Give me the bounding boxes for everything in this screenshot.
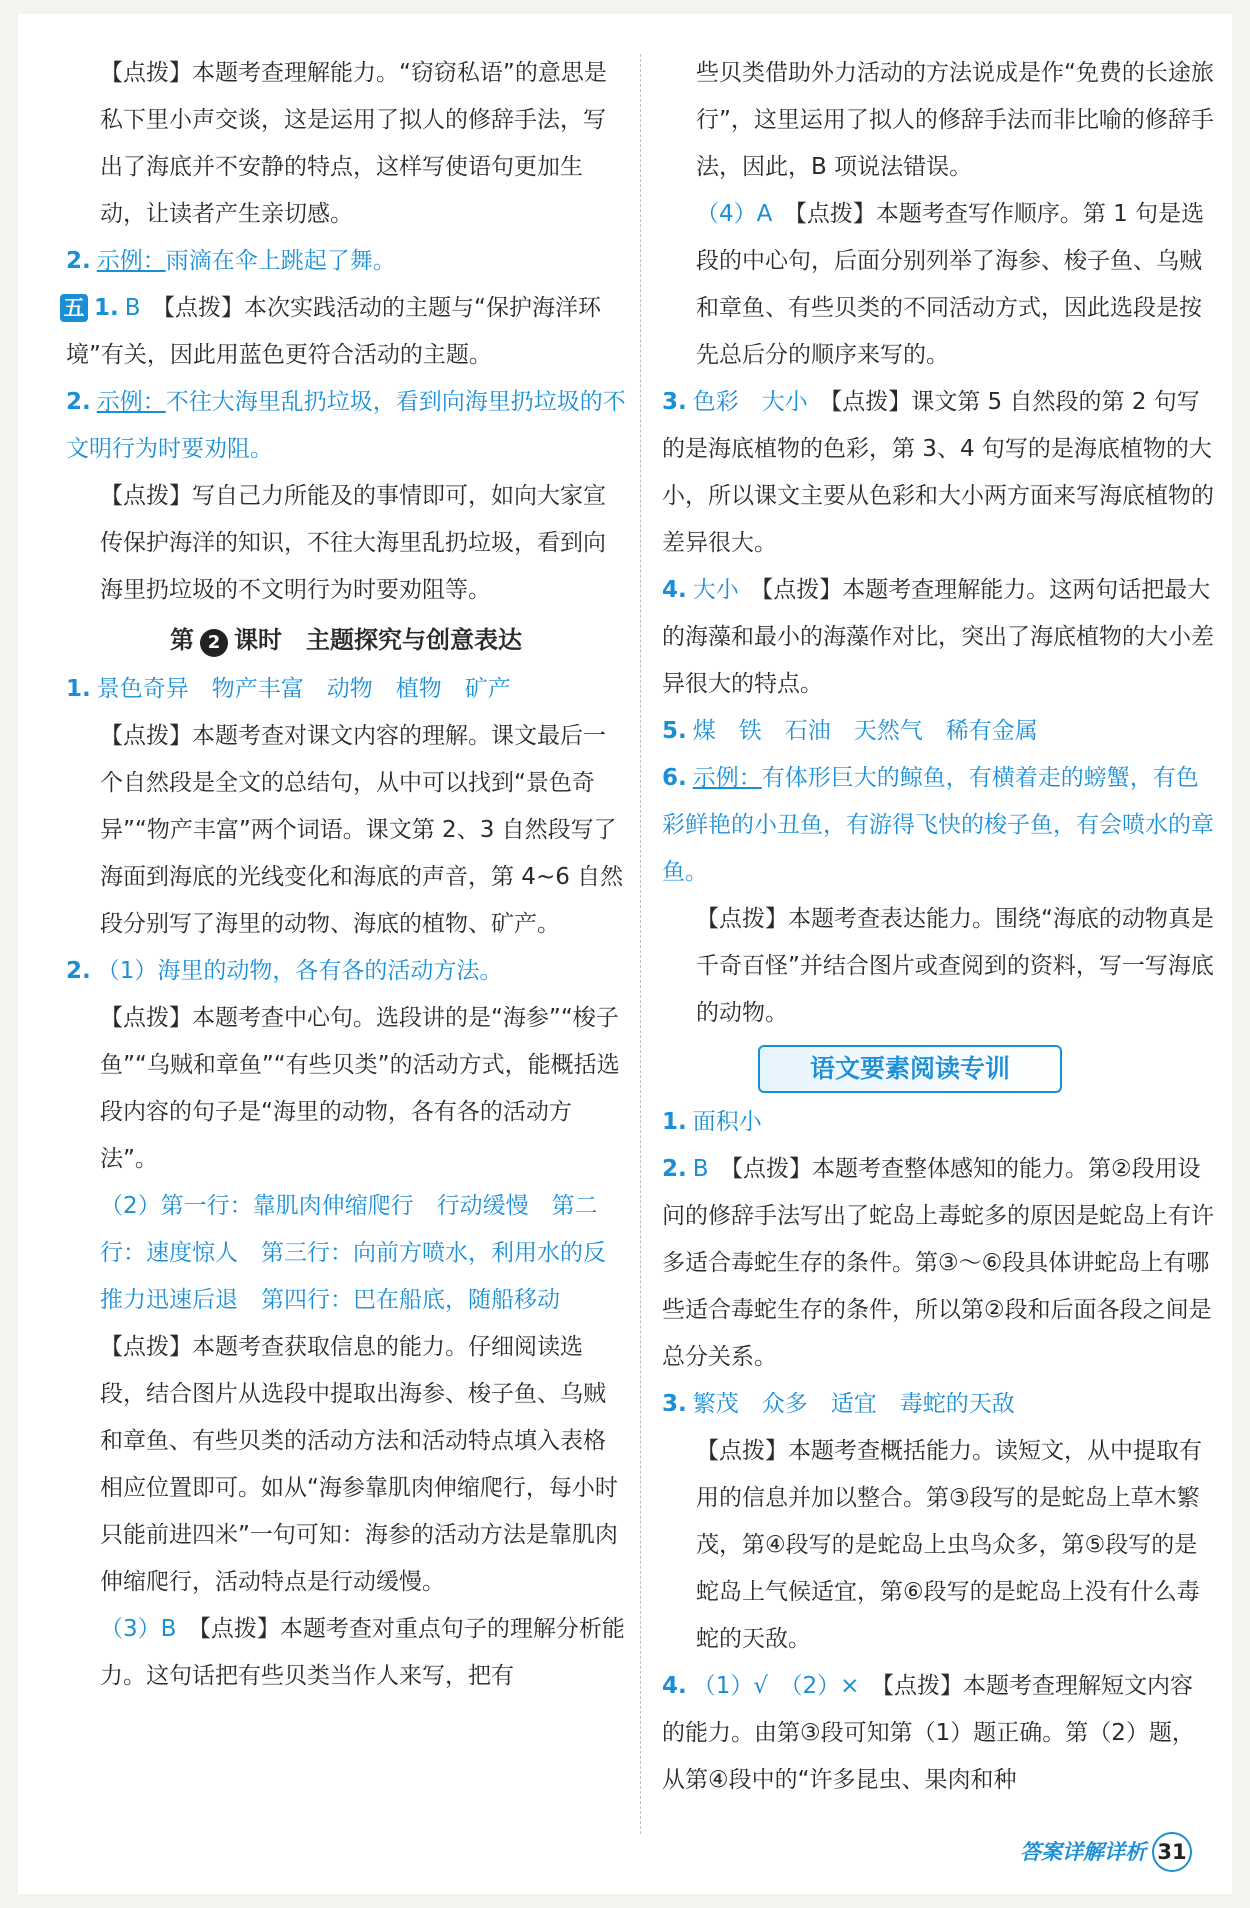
lesson-number-badge: 2 [200, 629, 228, 657]
tip-paragraph: 【点拨】本题考查对课文内容的理解。课文最后一个自然段是全文的总结句，从中可以找到“景色奇异”“物产丰富”两个词语。课文第 2、3 自然段写了海面到海底的光线变化和海底的声音，第 4~6 自然段分别写了海里的动物、海底的植物、矿产。 [100, 723, 624, 937]
question-number: 5. [662, 718, 687, 744]
question-number: 4. [662, 577, 687, 603]
tip-text: 【点拨】本题考查写作顺序。第 1 句是选段的中心句，后面分别列举了海参、梭子鱼、乌贼和章鱼、有些贝类的不同活动方式，因此选段是按先总后分的顺序来写的。 [696, 201, 1205, 368]
tip-paragraph: 些贝类借助外力活动的方法说成是作“免费的长途旅行”，这里运用了拟人的修辞手法而非比喻的修辞手法，因此，B 项说法错误。 [696, 60, 1214, 180]
page [18, 14, 1232, 1894]
example-label: 示例： [96, 248, 166, 274]
tip-text: 【点拨】本题考查理解短文内容的能力。由第③段可知第（1）题正确。第（2）题，从第④段中的“许多昆虫、果肉和种 [662, 1673, 1195, 1793]
page-footer [1020, 1832, 1192, 1872]
section-badge: 五 [60, 294, 88, 322]
question-number: 1. [94, 295, 119, 321]
answer-text: 色彩 大小 [692, 389, 808, 415]
question-number: 1. [662, 1109, 687, 1135]
page-number: 31 [1152, 1832, 1192, 1872]
question-number: 4. [662, 1673, 687, 1699]
tip-paragraph: 【点拨】写自己力所能及的事情即可，如向大家宣传保护海洋的知识，不往大海里乱扔垃圾，看到向海里扔垃圾的不文明行为时要劝阻等。 [100, 483, 606, 603]
column-divider [640, 54, 641, 1834]
question-number: 3. [662, 1391, 687, 1417]
tip-paragraph: 【点拨】本题考查理解能力。“窃窃私语”的意思是私下里小声交谈，这是运用了拟人的修辞手法，写出了海底并不安静的特点，这样写使语句更加生动，让读者产生亲切感。 [100, 60, 607, 227]
tip-text: 【点拨】课文第 5 自然段的第 2 句写的是海底植物的色彩，第 3、4 句写的是海底植物的大小，所以课文主要从色彩和大小两方面来写海底植物的差异很大。 [662, 389, 1214, 556]
tip-paragraph: 【点拨】本题考查获取信息的能力。仔细阅读选段，结合图片从选段中提取出海参、梭子鱼、乌贼和章鱼、有些贝类的活动方法和活动特点填入表格相应位置即可。如从“海参靠肌肉伸缩爬行，每小时只能前进四米”一句可知：海参的活动方法是靠肌肉伸缩爬行，活动特点是行动缓慢。 [100, 1334, 618, 1595]
answer-text: （1）√ （2）× [692, 1673, 860, 1699]
tip-paragraph: 【点拨】本题考查概括能力。读短文，从中提取有用的信息并加以整合。第③段写的是蛇岛上草木繁茂，第④段写的是蛇岛上虫鸟众多，第⑤段写的是蛇岛上气候适宜，第⑥段写的是蛇岛上没有什么毒蛇的天敌。 [696, 1438, 1202, 1652]
answer-paragraph: （2）第一行：靠肌肉伸缩爬行 行动缓慢 第二行：速度惊人 第三行：向前方喷水，利用水的反推力迅速后退 第四行：巴在船底，随船移动 [100, 1193, 606, 1313]
answer-text: （1）海里的动物，各有各的活动方法。 [96, 958, 503, 984]
answer-text: 有体形巨大的鲸鱼，有横着走的螃蟹，有色彩鲜艳的小丑鱼，有游得飞快的梭子鱼，有会喷水的章鱼。 [662, 765, 1214, 885]
footer-label: 答案详解详析 [1020, 1840, 1146, 1864]
question-number: 6. [662, 765, 687, 791]
answer-text: 面积小 [692, 1109, 762, 1135]
question-number: 2. [66, 958, 91, 984]
section-banner: 语文要素阅读专训 [758, 1045, 1062, 1093]
example-label: 示例： [96, 389, 166, 415]
answer-text: 煤 铁 石油 天然气 稀有金属 [692, 718, 1038, 744]
answer-text: B [692, 1156, 709, 1182]
question-number: 1. [66, 676, 91, 702]
answer-text: 不往大海里乱扔垃圾，看到向海里扔垃圾的不文明行为时要劝阻。 [66, 389, 626, 462]
right-column [662, 50, 1214, 1804]
lesson-heading: 第 2 课时 主题探究与创意表达 [66, 614, 626, 666]
answer-text: B [124, 295, 141, 321]
answer-text: （3）B [100, 1616, 177, 1642]
question-number: 3. [662, 389, 687, 415]
tip-text: 【点拨】本题考查整体感知的能力。第②段用设问的修辞手法写出了蛇岛上毒蛇多的原因是蛇岛上有许多适合毒蛇生存的条件。第③～⑥段具体讲蛇岛上有哪些适合毒蛇生存的条件，所以第②段和后面各段之间是总分关系。 [662, 1156, 1214, 1370]
tip-text: 【点拨】本次实践活动的主题与“保护海洋环境”有关，因此用蓝色更符合活动的主题。 [66, 295, 601, 368]
tip-text: 【点拨】本题考查对重点句子的理解分析能力。这句话把有些贝类当作人来写，把有 [100, 1616, 625, 1689]
answer-text: （4）A [696, 201, 773, 227]
example-label: 示例： [692, 765, 762, 791]
answer-text: 繁茂 众多 适宜 毒蛇的天敌 [692, 1391, 1015, 1417]
answer-text: 景色奇异 物产丰富 动物 植物 矿产 [96, 676, 511, 702]
answer-text: 雨滴在伞上跳起了舞。 [165, 248, 396, 274]
tip-paragraph: 【点拨】本题考查表达能力。围绕“海底的动物真是千奇百怪”并结合图片或查阅到的资料，写一写海底的动物。 [696, 906, 1214, 1026]
answer-text: 大小 [692, 577, 739, 603]
tip-text: 【点拨】本题考查理解能力。这两句话把最大的海藻和最小的海藻作对比，突出了海底植物的大小差异很大的特点。 [662, 577, 1214, 697]
question-number: 2. [66, 248, 91, 274]
left-column [63, 50, 626, 1700]
question-number: 2. [66, 389, 91, 415]
question-number: 2. [662, 1156, 687, 1182]
tip-paragraph: 【点拨】本题考查中心句。选段讲的是“海参”“梭子鱼”“乌贼和章鱼”“有些贝类”的活动方式，能概括选段内容的句子是“海里的动物，各有各的活动方法”。 [100, 1005, 620, 1172]
